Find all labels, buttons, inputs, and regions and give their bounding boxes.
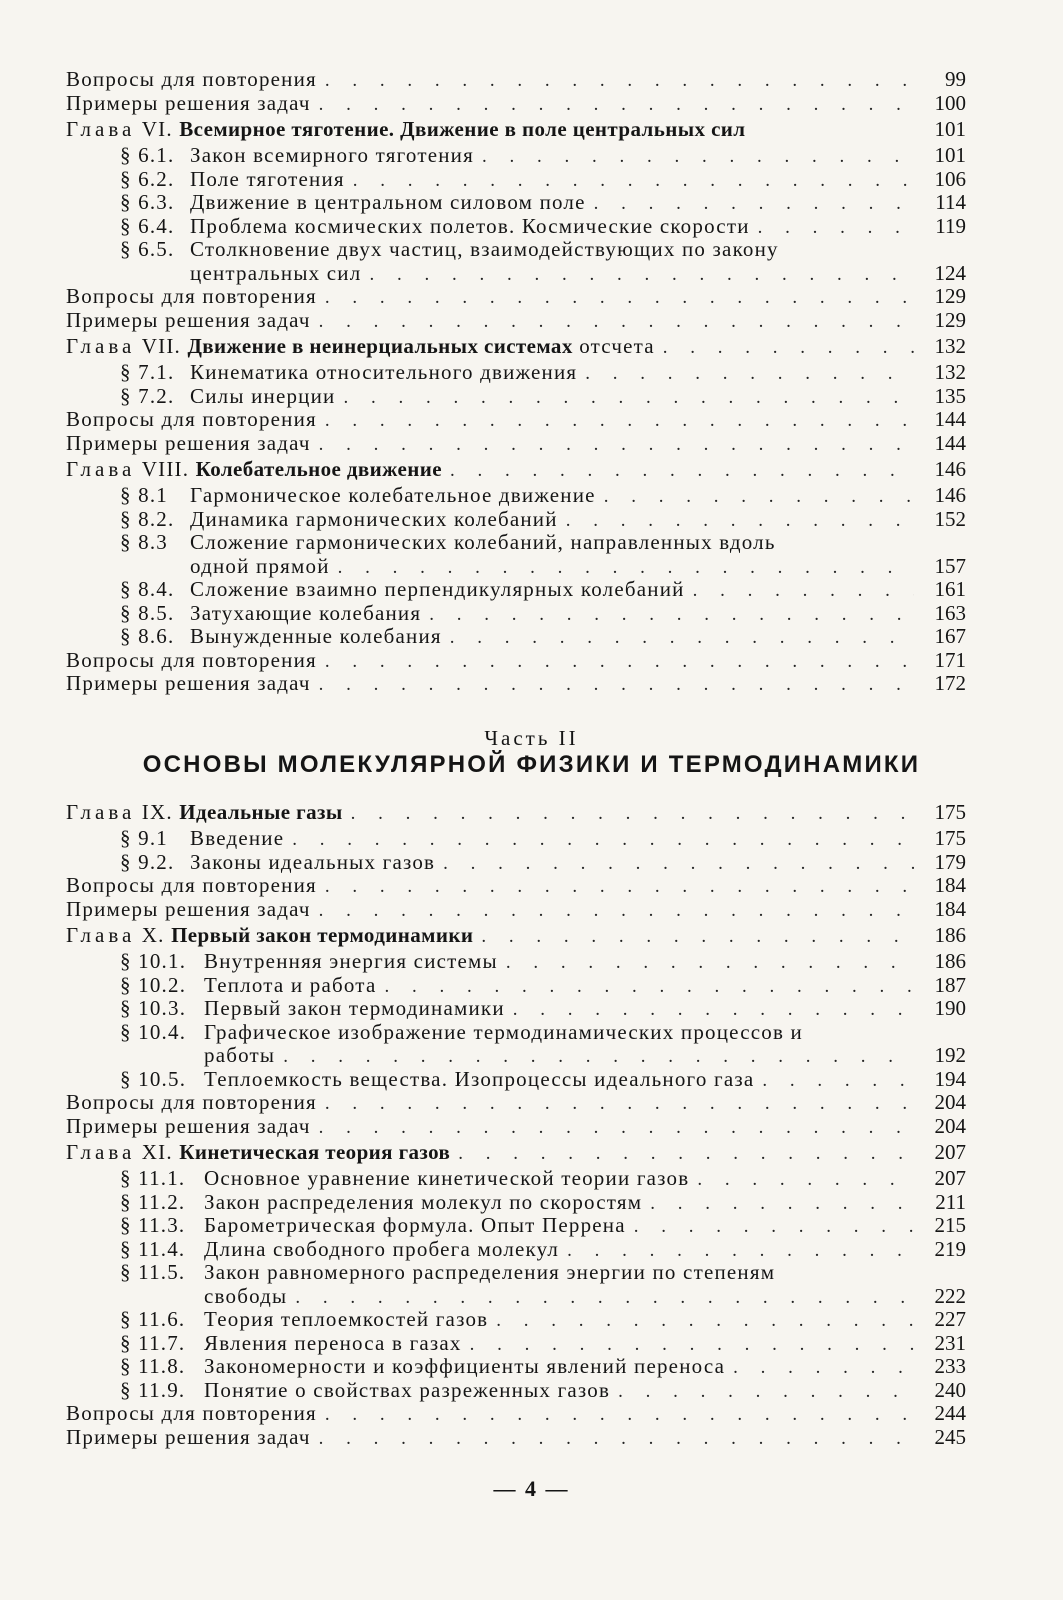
entry-title: Теплота и работа (204, 973, 377, 997)
dot-leader (325, 409, 914, 433)
toc-section-row (66, 262, 966, 286)
entry-title: Примеры решения задач (66, 91, 311, 115)
dot-leader (384, 975, 914, 999)
toc-entry-row (66, 1091, 966, 1115)
part-title: ОСНОВЫ МОЛЕКУЛЯРНОЙ ФИЗИКИ И ТЕРМОДИНАМИКИ (142, 751, 921, 778)
toc-entry-row (66, 898, 966, 922)
entry-title: Длина свободного пробега молекул (204, 1237, 560, 1261)
dot-leader (353, 169, 914, 193)
dot-leader (470, 1333, 914, 1357)
toc-section-row (66, 827, 966, 851)
entry-title: Кинематика относительного движения (190, 361, 578, 384)
toc-entry-row (66, 1402, 966, 1426)
dot-leader (585, 362, 914, 386)
page-ref: 100 (934, 90, 966, 115)
page-ref: 186 (934, 923, 966, 947)
section-number: § 11.7. (120, 1330, 186, 1355)
toc-section-row (66, 1191, 966, 1215)
chapter-heading (66, 1138, 450, 1167)
section-number: § 11.9. (120, 1377, 186, 1402)
dot-leader (325, 875, 914, 899)
entry-title: Явления переноса в газах (204, 1331, 462, 1355)
dot-leader (506, 951, 914, 975)
dot-leader (604, 485, 914, 509)
toc-entry-row (66, 408, 966, 432)
page-ref: 132 (934, 360, 966, 384)
section-number: § 9.2. (120, 849, 175, 874)
section-number: § 8.4. (120, 577, 175, 601)
page-ref: 157 (934, 553, 966, 578)
page-ref: 244 (934, 1401, 966, 1425)
dot-leader (697, 1168, 914, 1192)
toc-entry-row (66, 432, 966, 456)
toc-section-row (66, 602, 966, 626)
page-ref: 144 (934, 407, 966, 431)
page-ref: 146 (934, 457, 966, 481)
section-number: § 8.5. (120, 600, 175, 625)
page-ref: 186 (934, 949, 966, 973)
page-ref: 215 (934, 1213, 966, 1237)
section-number: § 11.5. (120, 1260, 186, 1284)
entry-title: Затухающие колебания (190, 601, 422, 625)
toc-section-row (66, 1044, 966, 1068)
section-number: § 11.1. (120, 1166, 186, 1190)
toc-section-row (66, 1238, 966, 1262)
page-ref: 129 (934, 284, 966, 308)
page-ref: 184 (934, 896, 966, 921)
page-ref: 106 (934, 166, 966, 191)
toc-section-row (66, 997, 966, 1021)
page-ref: 227 (934, 1307, 966, 1331)
page-ref: 187 (934, 972, 966, 997)
entry-title: Столкновение двух частиц, взаимодействующих по закону (190, 238, 779, 261)
entry-title: Барометрическая формула. Опыт Перрена (204, 1214, 626, 1237)
toc-chapter-row (66, 455, 966, 484)
toc-section-row (66, 1261, 966, 1285)
toc-section-row (66, 168, 966, 192)
page-ref: 204 (934, 1113, 966, 1138)
dot-leader (325, 69, 914, 93)
dot-leader (429, 603, 914, 627)
entry-title: Проблема космических полетов. Космические скорости (190, 214, 750, 238)
entry-title: Примеры решения задач (66, 308, 311, 332)
section-number: § 11.2. (120, 1189, 186, 1214)
dot-leader (369, 263, 914, 287)
dot-leader (567, 1239, 914, 1263)
section-number: § 6.1. (120, 143, 175, 167)
dot-leader (351, 799, 914, 828)
entry-title: Вопросы для повторения (66, 285, 317, 308)
dot-leader (325, 1403, 914, 1427)
section-number: § 6.5. (120, 237, 175, 261)
dot-leader (344, 386, 915, 410)
dot-leader (443, 852, 914, 876)
chapter-title: Идеальные газы (179, 800, 343, 824)
page-ref: 152 (934, 506, 966, 531)
page-ref: 172 (934, 671, 966, 695)
dot-leader (325, 650, 914, 674)
dot-leader (758, 216, 914, 240)
toc-section-row (66, 851, 966, 875)
dot-leader (663, 333, 914, 362)
page-ref: 204 (934, 1090, 966, 1114)
dot-leader (325, 286, 914, 310)
toc-section-row (66, 1332, 966, 1356)
chapter-heading (66, 115, 746, 144)
page-ref: 171 (934, 647, 966, 672)
dot-leader (762, 1069, 914, 1093)
toc-section-row (66, 531, 966, 555)
chapter-label: Глава (66, 923, 136, 947)
toc-entry-row (66, 649, 966, 673)
chapter-heading (66, 455, 442, 484)
toc-section-row (66, 484, 966, 508)
entry-title: Примеры решения задач (66, 1425, 311, 1449)
dot-leader (450, 626, 914, 650)
dot-leader (319, 433, 914, 457)
dot-leader (325, 1092, 914, 1116)
toc-entry-row (66, 672, 966, 696)
dot-leader (650, 1192, 914, 1216)
entry-title: Вопросы для повторения (66, 1091, 317, 1114)
entry-title: Сложение взаимно перпендикулярных колебаний (190, 578, 685, 601)
entry-title: свободы (204, 1284, 288, 1308)
page-ref: 129 (934, 307, 966, 332)
dot-leader (450, 456, 914, 485)
toc-section-row (66, 1021, 966, 1045)
entry-title: Примеры решения задач (66, 431, 311, 455)
toc-block-part-2 (66, 798, 966, 1449)
dot-leader (482, 145, 914, 169)
entry-title: Примеры решения задач (66, 1114, 311, 1138)
chapter-number: VII. (141, 334, 181, 358)
page-ref: 207 (934, 1166, 966, 1190)
toc-section-row (66, 1167, 966, 1191)
page-ref: 211 (935, 1189, 966, 1214)
toc-chapter-row (66, 798, 966, 827)
chapter-label: Глава (66, 117, 136, 141)
section-number: § 10.2. (120, 972, 187, 997)
toc-section-row (66, 1308, 966, 1332)
page-ref: 222 (934, 1283, 966, 1308)
section-number: § 11.8. (120, 1354, 186, 1378)
entry-title: работы (204, 1044, 276, 1067)
entry-title: Закон равномерного распределения энергии по степеням (204, 1261, 776, 1284)
toc-chapter-row (66, 115, 966, 144)
section-number: § 8.2. (120, 506, 175, 531)
dot-leader (319, 673, 914, 697)
page-ref: 190 (934, 996, 966, 1020)
section-number: § 11.6. (120, 1307, 186, 1331)
dot-leader (481, 922, 914, 951)
dot-leader (733, 1356, 914, 1380)
page-ref: 175 (934, 800, 966, 824)
dot-leader (634, 1215, 914, 1239)
dot-leader (566, 509, 914, 533)
toc-entry-row (66, 1426, 966, 1450)
toc-chapter-row (66, 921, 966, 950)
entry-title: Примеры решения задач (66, 672, 311, 695)
entry-title: Вопросы для повторения (66, 648, 317, 672)
toc-section-row (66, 1285, 966, 1309)
dot-leader (283, 1045, 914, 1069)
chapter-heading (66, 332, 655, 361)
page-ref: 207 (934, 1140, 966, 1164)
dot-leader (496, 1309, 914, 1333)
chapter-number: IX. (141, 800, 173, 824)
entry-title: Вопросы для повторения (66, 408, 317, 431)
page-ref: 219 (934, 1236, 966, 1261)
section-number: § 6.4. (120, 213, 175, 238)
section-number: § 10.4. (120, 1019, 187, 1044)
entry-title: Динамика гармонических колебаний (190, 507, 558, 531)
entry-title: Первый закон термодинамики (204, 997, 505, 1020)
toc-section-row (66, 508, 966, 532)
toc-section-row (66, 191, 966, 215)
chapter-number: VI. (141, 117, 173, 141)
toc-section-row (66, 144, 966, 168)
page-number: — 4 — (493, 1476, 570, 1501)
chapter-title: Движение в неинерциальных системах (187, 334, 573, 358)
page-ref: 163 (934, 600, 966, 625)
page-ref: 240 (934, 1377, 966, 1402)
toc-section-row (66, 1379, 966, 1403)
section-number: § 8.1 (120, 483, 168, 507)
entry-title: Силы инерции (190, 384, 336, 408)
chapter-title: Первый закон термодинамики (171, 923, 474, 947)
chapter-heading (66, 798, 343, 827)
dot-leader (295, 1286, 914, 1310)
page-ref: 146 (934, 483, 966, 507)
page-ref: 194 (934, 1066, 966, 1091)
toc-section-row (66, 950, 966, 974)
chapter-label: Глава (66, 1140, 136, 1164)
entry-title: Закон всемирного тяготения (190, 144, 474, 167)
page-ref: 233 (934, 1354, 966, 1378)
chapter-heading (66, 921, 473, 950)
toc-section-row (66, 215, 966, 239)
dot-leader (319, 93, 914, 117)
entry-title: Графическое изображение термодинамических процессов и (204, 1020, 803, 1044)
page-ref: 124 (934, 260, 966, 285)
chapter-title: Всемирное тяготение. Движение в поле центральных сил (179, 117, 746, 141)
entry-title: Поле тяготения (190, 167, 345, 191)
page-ref: 132 (934, 334, 966, 358)
page-ref: 167 (934, 624, 966, 648)
page-ref: 231 (934, 1330, 966, 1355)
toc-section-row (66, 578, 966, 602)
toc-entry-row (66, 1115, 966, 1139)
entry-title: Закон распределения молекул по скоростям (204, 1190, 643, 1214)
entry-title: Гармоническое колебательное движение (190, 484, 596, 507)
chapter-number: X. (141, 923, 165, 947)
section-number: § 9.1 (120, 826, 168, 850)
toc-section-row (66, 361, 966, 385)
dot-leader (292, 828, 914, 852)
chapter-label: Глава (66, 457, 136, 481)
toc-entry-row (66, 309, 966, 333)
page-ref: 119 (935, 213, 966, 238)
chapter-number: XI. (141, 1140, 173, 1164)
chapter-title-tail: отсчета (579, 334, 655, 358)
part-label: Часть II (484, 726, 579, 750)
toc-section-row (66, 1068, 966, 1092)
page-ref: 101 (934, 143, 966, 167)
dot-leader (319, 1427, 914, 1451)
toc-block-part-1 (66, 68, 966, 696)
page-ref: 245 (934, 1424, 966, 1449)
section-number: § 11.4. (120, 1236, 186, 1261)
entry-title: Вопросы для повторения (66, 874, 317, 897)
entry-title: Движение в центральном силовом поле (190, 191, 586, 214)
toc-entry-row (66, 92, 966, 116)
page-ref: 114 (935, 190, 966, 214)
page-ref: 135 (934, 383, 966, 408)
entry-title: Теория теплоемкостей газов (204, 1308, 489, 1331)
page-ref: 101 (934, 117, 966, 141)
toc-section-row (66, 555, 966, 579)
section-number: § 10.1. (120, 949, 187, 973)
section-number: § 8.6. (120, 624, 175, 648)
toc-section-row (66, 625, 966, 649)
dot-leader (319, 1116, 914, 1140)
entry-title: Сложение гармонических колебаний, направленных вдоль (190, 531, 776, 554)
toc-chapter-row (66, 332, 966, 361)
page-ref: 99 (945, 67, 966, 91)
page-ref: 175 (934, 826, 966, 850)
section-number: § 11.3. (120, 1213, 186, 1237)
chapter-number: VIII. (141, 457, 190, 481)
chapter-label: Глава (66, 800, 136, 824)
dot-leader (458, 1139, 914, 1168)
entry-title: Внутренняя энергия системы (204, 950, 498, 973)
entry-title: Вопросы для повторения (66, 68, 317, 91)
entry-title: Вынужденные колебания (190, 625, 442, 648)
toc-entry-row (66, 285, 966, 309)
section-number: § 10.3. (120, 996, 187, 1020)
toc-section-row (66, 1214, 966, 1238)
chapter-label: Глава (66, 334, 136, 358)
section-number: § 10.5. (120, 1066, 187, 1091)
entry-title: Примеры решения задач (66, 897, 311, 921)
dot-leader (319, 899, 914, 923)
toc-chapter-row (66, 1138, 966, 1167)
entry-title: одной прямой (190, 554, 330, 578)
toc-entry-row (66, 68, 966, 92)
entry-title: Понятие о свойствах разреженных газов (204, 1378, 611, 1402)
toc-section-row (66, 238, 966, 262)
section-number: § 6.2. (120, 166, 175, 191)
page-ref: 184 (934, 873, 966, 897)
toc-entry-row (66, 874, 966, 898)
page-ref: 179 (934, 849, 966, 874)
page-ref: 144 (934, 430, 966, 455)
dot-leader (693, 579, 914, 603)
entry-title: Введение (190, 827, 285, 850)
dot-leader (338, 556, 914, 580)
toc-section-row (66, 974, 966, 998)
entry-title: Вопросы для повторения (66, 1402, 317, 1425)
entry-title: центральных сил (190, 261, 362, 285)
chapter-title: Кинетическая теория газов (179, 1140, 451, 1164)
toc-section-row (66, 1355, 966, 1379)
dot-leader (618, 1380, 914, 1404)
section-number: § 7.1. (120, 360, 175, 384)
dot-leader (513, 998, 914, 1022)
entry-title: Основное уравнение кинетической теории газов (204, 1167, 690, 1190)
section-number: § 6.3. (120, 190, 175, 214)
dot-leader (594, 192, 914, 216)
dot-leader (319, 310, 914, 334)
toc-section-row (66, 385, 966, 409)
entry-title: Теплоемкость вещества. Изопроцессы идеального газа (204, 1067, 755, 1091)
chapter-title: Колебательное движение (195, 457, 442, 481)
section-number: § 7.2. (120, 383, 175, 408)
page-ref: 161 (934, 577, 966, 601)
section-number: § 8.3 (120, 530, 168, 554)
entry-title: Закономерности и коэффициенты явлений переноса (204, 1355, 726, 1378)
entry-title: Законы идеальных газов (190, 850, 436, 874)
page-ref: 192 (934, 1043, 966, 1067)
